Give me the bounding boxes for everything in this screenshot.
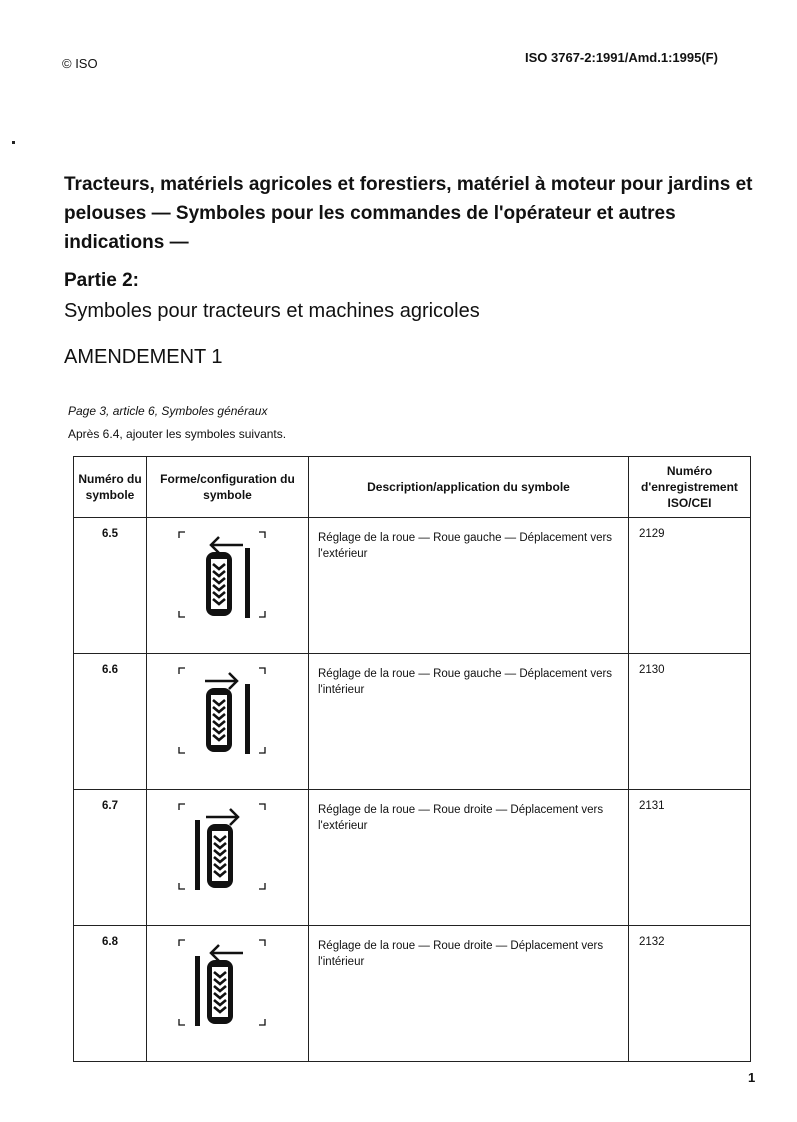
symbol-description: Réglage de la roue — Roue gauche — Déplacement vers l'extérieur bbox=[309, 518, 629, 654]
table-row bbox=[74, 654, 751, 790]
page-reference: Page 3, article 6, Symboles généraux bbox=[68, 404, 268, 418]
registration-number: 2130 bbox=[629, 654, 751, 790]
registration-number: 2131 bbox=[629, 790, 751, 926]
symbol-number: 6.5 bbox=[74, 518, 147, 654]
amendment-label: AMENDEMENT 1 bbox=[64, 346, 223, 368]
symbol-number: 6.6 bbox=[74, 654, 147, 790]
copyright-label: © ISO bbox=[62, 56, 98, 71]
header-registration: Numéro d'enregistrement ISO/CEI bbox=[629, 457, 751, 518]
margin-dot bbox=[12, 141, 15, 144]
document-title: Tracteurs, matériels agricoles et forestiers, matériel à moteur pour jardins et pelouses — Symboles pour les commandes de l'opérateur et autres indications — bbox=[64, 174, 753, 253]
registration-number: 2129 bbox=[629, 518, 751, 654]
document-subtitle: Symboles pour tracteurs et machines agricoles bbox=[64, 300, 480, 322]
symbol-description: Réglage de la roue — Roue droite — Déplacement vers l'extérieur bbox=[309, 790, 629, 926]
symbol-number: 6.7 bbox=[74, 790, 147, 926]
registration-number: 2132 bbox=[629, 926, 751, 1062]
table-header-row bbox=[74, 457, 751, 518]
wheel-right-outward-icon bbox=[147, 790, 307, 900]
header-form: Forme/configuration du symbole bbox=[147, 457, 309, 518]
header-number: Numéro du symbole bbox=[74, 457, 147, 518]
header-description: Description/application du symbole bbox=[309, 457, 629, 518]
symbol-description: Réglage de la roue — Roue gauche — Déplacement vers l'intérieur bbox=[309, 654, 629, 790]
symbol-number: 6.8 bbox=[74, 926, 147, 1062]
table-row bbox=[74, 518, 751, 654]
symbol-description: Réglage de la roue — Roue droite — Déplacement vers l'intérieur bbox=[309, 926, 629, 1062]
table-row bbox=[74, 926, 751, 1062]
standard-reference: ISO 3767-2:1991/Amd.1:1995(F) bbox=[525, 50, 718, 65]
symbols-table bbox=[73, 456, 751, 1062]
part-label: Partie 2: bbox=[64, 270, 139, 291]
wheel-left-inward-icon bbox=[147, 654, 307, 764]
page-number: 1 bbox=[748, 1070, 756, 1085]
wheel-left-outward-icon bbox=[147, 518, 307, 628]
table-row bbox=[74, 790, 751, 926]
instruction-text: Après 6.4, ajouter les symboles suivants. bbox=[68, 427, 287, 441]
wheel-right-inward-icon bbox=[147, 926, 307, 1036]
